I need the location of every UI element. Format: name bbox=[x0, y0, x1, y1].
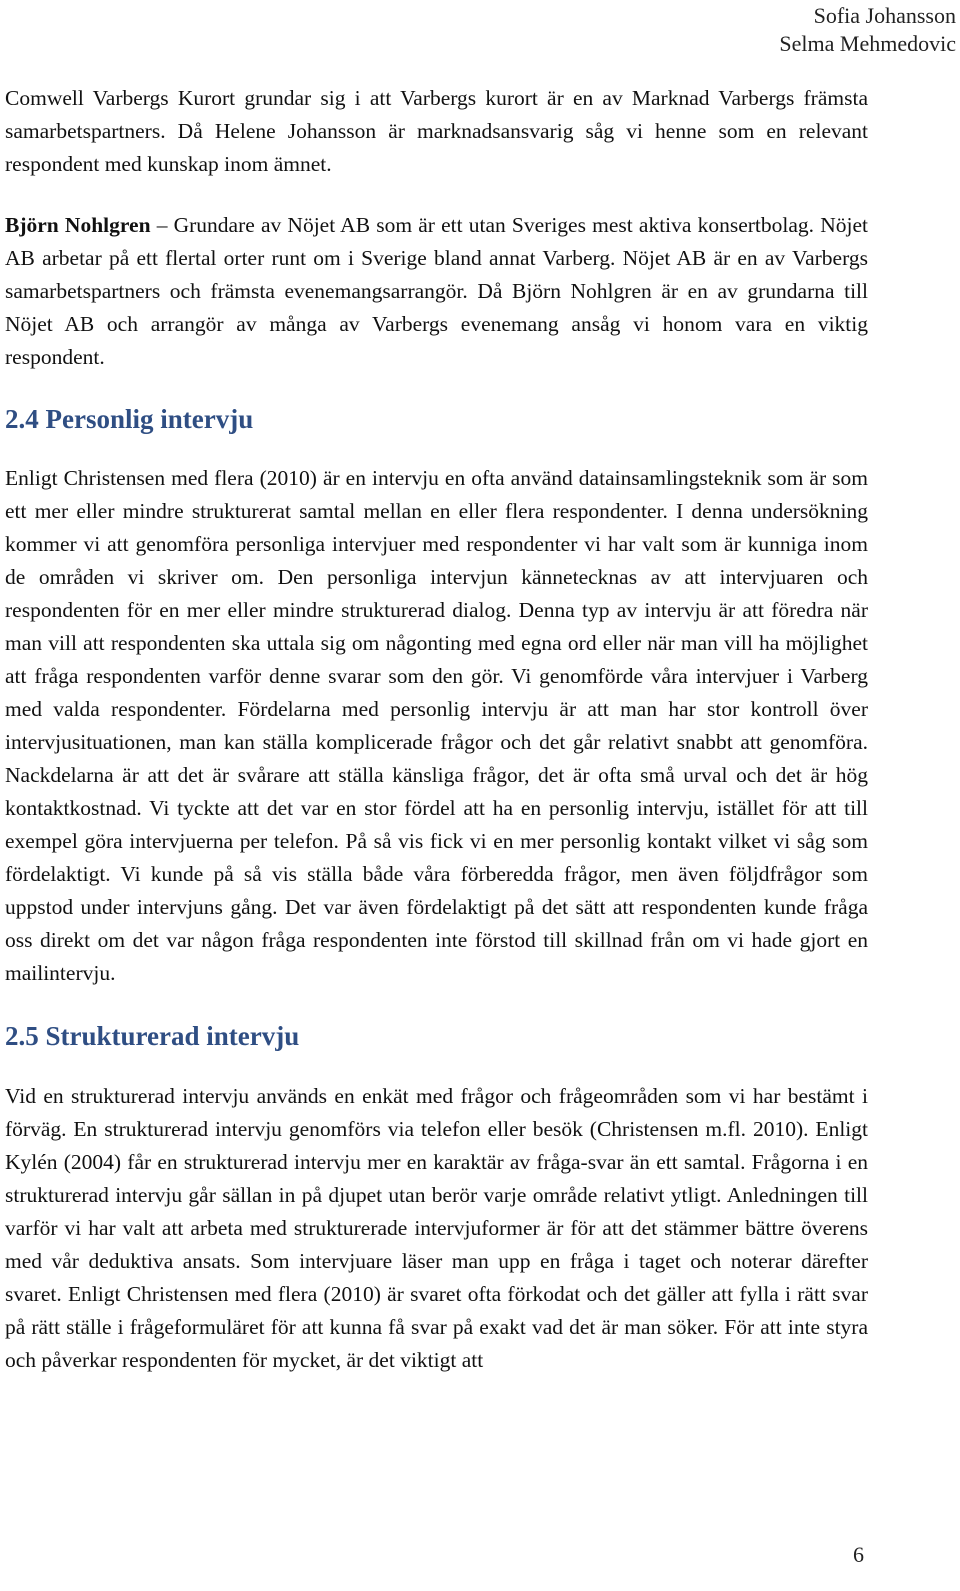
header-author-1: Sofia Johansson bbox=[813, 3, 956, 28]
page-header bbox=[779, 2, 956, 58]
respondent-name: Björn Nohlgren bbox=[5, 213, 151, 237]
header-author-2: Selma Mehmedovic bbox=[779, 31, 956, 56]
paragraph-strukturerad-intervju: Vid en strukturerad intervju används en enkät med frågor och frågeområden som vi har bestämt i förväg. En strukturerad intervju genomförs via telefon eller besök (Christensen m.fl. 2010). Enligt Kylén (2004) får en strukturerad intervju mer en karaktär av fråga-svar än ett samtal. Frågorna i en strukturerad intervju går sällan in på djupet utan berör varje område relativt ytligt. Anledningen till varför vi har valt att arbeta med strukturerade intervjuformer är för att det stämmer bättre överens med vår deduktiva ansats. Som intervjuare läser man upp en fråga i taget och noterar därefter svaret. Enligt Christensen med flera (2010) är svaret ofta förkodat och det gäller att fylla i rätt svar på rätt ställe i frågeformuläret för att kunna få svar på exakt vad det är man söker. För att inte styra och påverkar respondenten för mycket, är det viktigt att bbox=[5, 1084, 868, 1372]
section-heading-2-5: 2.5 Strukturerad intervju bbox=[5, 1021, 300, 1051]
paragraph-personlig-intervju: Enligt Christensen med flera (2010) är en intervju en ofta använd datainsamlingsteknik som är som ett mer eller mindre strukturerat samtal mellan en eller flera respondenter. I denna undersökning kommer vi att genomföra personliga intervjuer med respondenter vi har valt som är kunniga inom de områden vi skriver om. Den personliga intervjun kännetecknas av att intervjuaren och respondenten för en mer eller mindre strukturerad dialog. Denna typ av intervju är att föredra när man vill att respondenten ska uttala sig om någonting med egna ord eller när man vill ha möjlighet att fråga respondenten varför denne svarar som den gör. Vi genomförde våra intervjuer i Varberg med valda respondenter. Fördelarna med personlig intervju är att man har stor kontroll över intervjusituationen, man kan ställa komplicerade frågor och det går relativt snabbt att genomföra. Nackdelarna är att det är svårare att ställa känsliga frågor, det är ofta små urval och det är hög kontaktkostnad. Vi tyckte att det var en stor fördel att ha en personlig intervju, istället för att till exempel göra intervjuerna per telefon. På så vis fick vi en mer personlig kontakt vilket vi såg som fördelaktigt. Vi kunde på så vis ställa både våra förberedda frågor, men även följdfrågor som uppstod under intervjuns gång. Det var även fördelaktigt på det sätt att respondenten kunde fråga oss direkt om det var någon fråga respondenten inte förstod till skillnad från om vi hade gjort en mailintervju. bbox=[5, 466, 868, 985]
respondent-description: – Grundare av Nöjet AB som är ett utan Sveriges mest aktiva konsertbolag. Nöjet AB arbetar på ett flertal orter runt om i Sverige bland annat Varberg. Nöjet AB är en av Varbergs samarbetspartners och främsta evenemangsarrangör. Då Björn Nohlgren är en av grundarna till Nöjet AB och arrangör av många av Varbergs evenemang ansåg vi honom vara en viktig respondent. bbox=[5, 213, 868, 369]
paragraph-bjorn bbox=[5, 209, 868, 374]
section-heading-2-4: 2.4 Personlig intervju bbox=[5, 404, 254, 434]
document-body bbox=[5, 82, 868, 1377]
paragraph-comwell: Comwell Varbergs Kurort grundar sig i att Varbergs kurort är en av Marknad Varbergs främsta samarbetspartners. Då Helene Johansson är marknadsansvarig såg vi henne som en relevant respondent med kunskap inom ämnet. bbox=[5, 86, 868, 176]
page-number: 6 bbox=[853, 1542, 864, 1567]
